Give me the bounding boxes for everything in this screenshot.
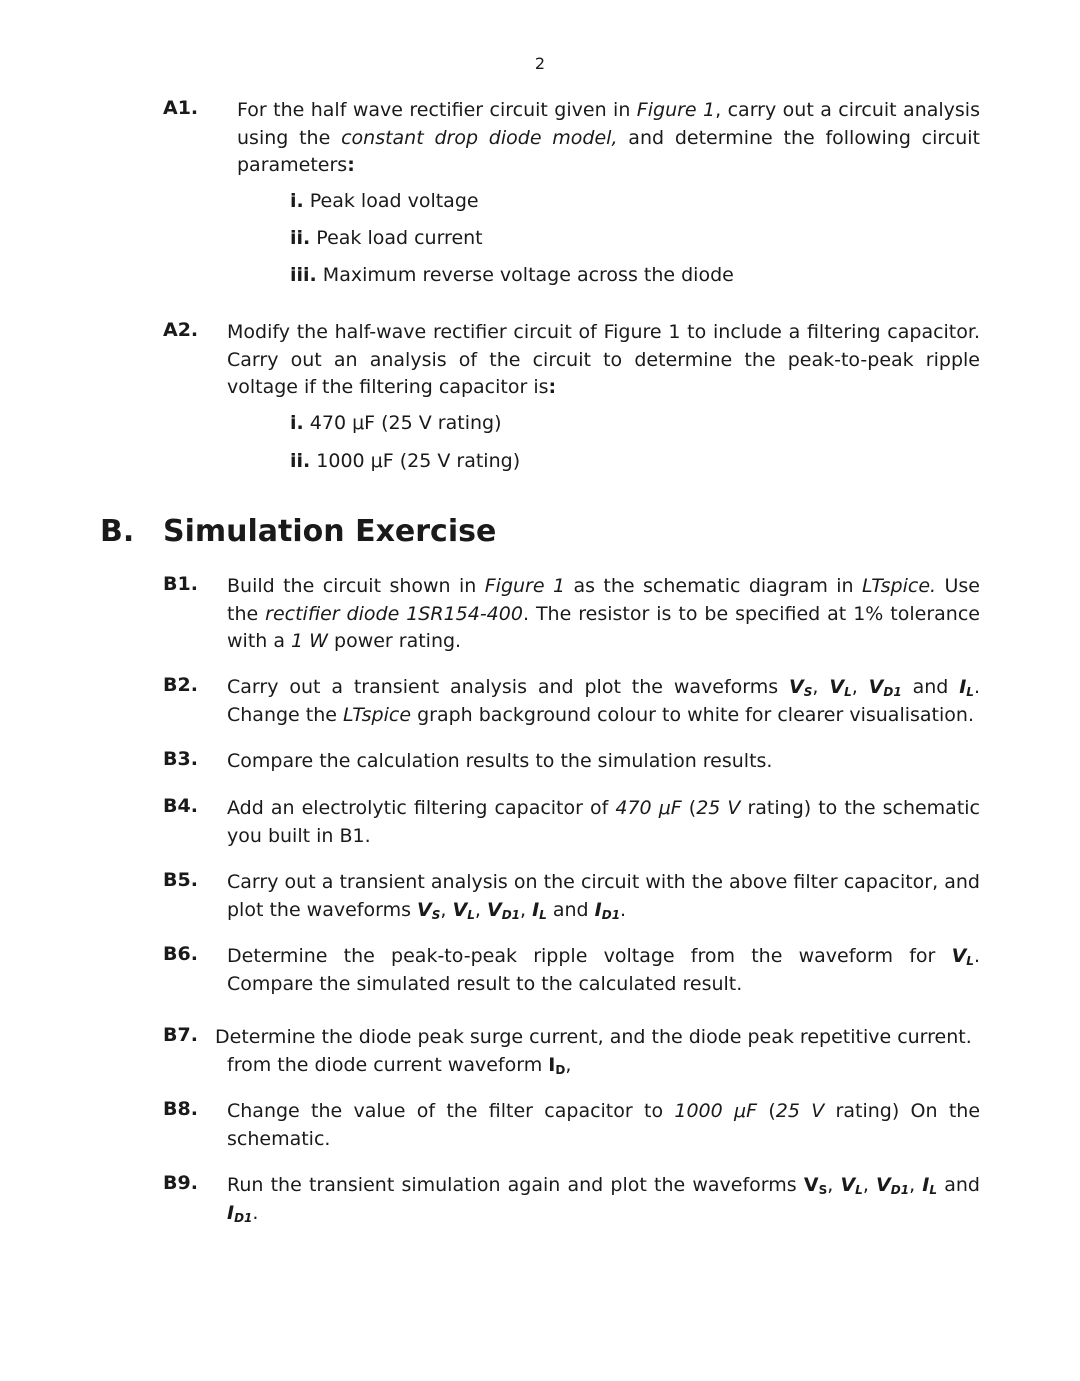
text: Modify the half-wave rectifier circuit of Figure 1 to include a filtering capacitor. Carry out an analysis of the circuit to determine the peak-to-peak ripple voltage if the filtering capacitor is: [227, 321, 980, 398]
text: , carry out a circuit analysis using the: [237, 99, 980, 149]
question-label: B2.: [163, 674, 198, 696]
text: ,: [440, 898, 453, 921]
question-text: [227, 319, 980, 402]
text: and: [937, 1174, 980, 1196]
list-item: [290, 412, 502, 434]
item-text: Maximum reverse voltage across the diode: [316, 264, 734, 286]
page-number: 2: [534, 54, 546, 73]
text: Compare the calculation results to the simulation results.: [227, 750, 773, 772]
question-label: B9.: [163, 1172, 198, 1194]
symbol-vs: $V_S$: [417, 898, 441, 922]
symbol-vl: $V_L$: [951, 945, 974, 968]
text: Determine the peak-to-peak ripple voltage from the waveform for: [227, 945, 952, 967]
question-label: A1.: [163, 97, 199, 119]
symbol-vd1: $V_{D1}$: [486, 898, 520, 922]
list-item: [290, 227, 483, 249]
text: Build the circuit shown in: [227, 575, 485, 597]
voltage-rating: 25 V: [775, 1100, 825, 1122]
text: and: [901, 676, 960, 698]
text: ,: [909, 1174, 923, 1196]
symbol-il: $I_L$: [922, 1174, 938, 1197]
figure-ref: Figure 1: [636, 99, 716, 121]
question-text: [227, 1098, 980, 1153]
question-text: [237, 97, 980, 180]
question-label: B4.: [163, 795, 198, 817]
capacitance: 1000 μF: [674, 1100, 758, 1122]
text: graph background colour to white for clearer visualisation.: [411, 703, 974, 726]
question-label: B5.: [163, 869, 198, 891]
symbol-vd1: $V_{D1}$: [876, 1174, 910, 1197]
symbol-id: $I_D$: [548, 1053, 566, 1077]
item-text: Peak load voltage: [303, 190, 479, 212]
text: ,: [827, 1174, 841, 1196]
text: (: [681, 797, 697, 819]
question-text: [227, 1172, 980, 1227]
question-label: A2.: [163, 319, 199, 341]
item-number: i.: [290, 190, 304, 212]
text: Carry out a transient analysis on the circuit with the above filter capacitor, and plot the waveforms: [227, 871, 980, 921]
item-number: ii.: [290, 450, 311, 472]
text: ,: [851, 676, 869, 698]
symbol-il: $I_L$: [532, 898, 547, 922]
list-item: [290, 190, 479, 212]
list-item: [290, 450, 520, 472]
text: ,: [812, 676, 830, 698]
question-label: B3.: [163, 748, 198, 770]
text: (: [757, 1100, 776, 1122]
colon: :: [347, 154, 355, 176]
question-label: B8.: [163, 1098, 198, 1120]
text: Use the: [227, 575, 980, 625]
item-text: 470 μF (25 V rating): [303, 412, 502, 434]
power-rating: 1 W: [291, 630, 328, 652]
text: power rating.: [327, 630, 462, 652]
text: . The resistor is to be specified at 1% tolerance with a: [227, 602, 980, 652]
section-letter: B.: [100, 514, 135, 549]
item-text: 1000 μF (25 V rating): [310, 450, 521, 472]
question-label: B1.: [163, 573, 198, 595]
question-text: [227, 869, 980, 924]
symbol-il: $I_L$: [959, 676, 974, 699]
figure-ref: Figure 1: [484, 575, 566, 597]
text: and determine the following circuit parameters: [237, 126, 981, 176]
text: ,: [474, 898, 487, 921]
text: and: [546, 898, 595, 921]
text: Determine the diode peak surge current, and the diode peak repetitive current.: [215, 1026, 972, 1048]
text: Change the value of the filter capacitor to: [227, 1100, 675, 1122]
item-number: iii.: [290, 264, 317, 286]
question-text: [227, 674, 980, 729]
question-label: B7.: [163, 1024, 198, 1046]
question-label: B6.: [163, 943, 198, 965]
text: .: [620, 898, 627, 921]
symbol-vl: $V_L$: [452, 898, 475, 922]
text: Change the: [227, 703, 344, 726]
model-name: constant drop diode model,: [341, 126, 618, 149]
text: ,: [520, 898, 533, 921]
section-title: Simulation Exercise: [163, 514, 497, 549]
question-text: [227, 943, 980, 998]
question-text: [215, 1024, 980, 1079]
symbol-id1: $I_{D1}$: [594, 898, 621, 922]
diode-name: rectifier diode 1SR154-400: [265, 602, 523, 625]
symbol-vs: $V_S$: [803, 1174, 828, 1197]
text: ,: [565, 1053, 572, 1076]
symbol-vl: $V_L$: [840, 1174, 863, 1197]
capacitance: 470 μF: [615, 797, 682, 819]
item-number: ii.: [290, 227, 311, 249]
question-text: [227, 795, 980, 850]
text: rating) On the schematic.: [227, 1100, 981, 1150]
question-text: [227, 573, 980, 656]
question-text: [227, 748, 980, 776]
text: from the diode current waveform: [227, 1053, 549, 1076]
symbol-vd1: $V_{D1}$: [868, 676, 902, 699]
software-name: LTspice: [343, 703, 412, 726]
item-text: Peak load current: [310, 227, 483, 249]
software-name: LTspice.: [862, 575, 937, 597]
colon: :: [548, 376, 557, 398]
item-number: i.: [290, 412, 304, 434]
symbol-vl: $V_L$: [829, 676, 852, 699]
list-item: [290, 264, 734, 286]
text: Carry out a transient analysis and plot the waveforms: [227, 676, 790, 698]
text: Run the transient simulation again and plot the waveforms: [227, 1174, 804, 1196]
text: . Compare the simulated result to the calculated result.: [227, 945, 980, 995]
text: For the half wave rectifier circuit given in: [237, 99, 637, 121]
text: rating) to the schematic you built in B1.: [227, 797, 980, 847]
symbol-vs: $V_S$: [789, 676, 813, 699]
symbol-id1: $I_{D1}$: [227, 1201, 253, 1225]
text: .: [973, 676, 980, 698]
text: .: [252, 1201, 259, 1224]
text: ,: [862, 1174, 877, 1196]
voltage-rating: 25 V: [696, 797, 741, 819]
text: as the schematic diagram in: [565, 575, 862, 597]
text: Add an electrolytic filtering capacitor of: [227, 797, 616, 819]
